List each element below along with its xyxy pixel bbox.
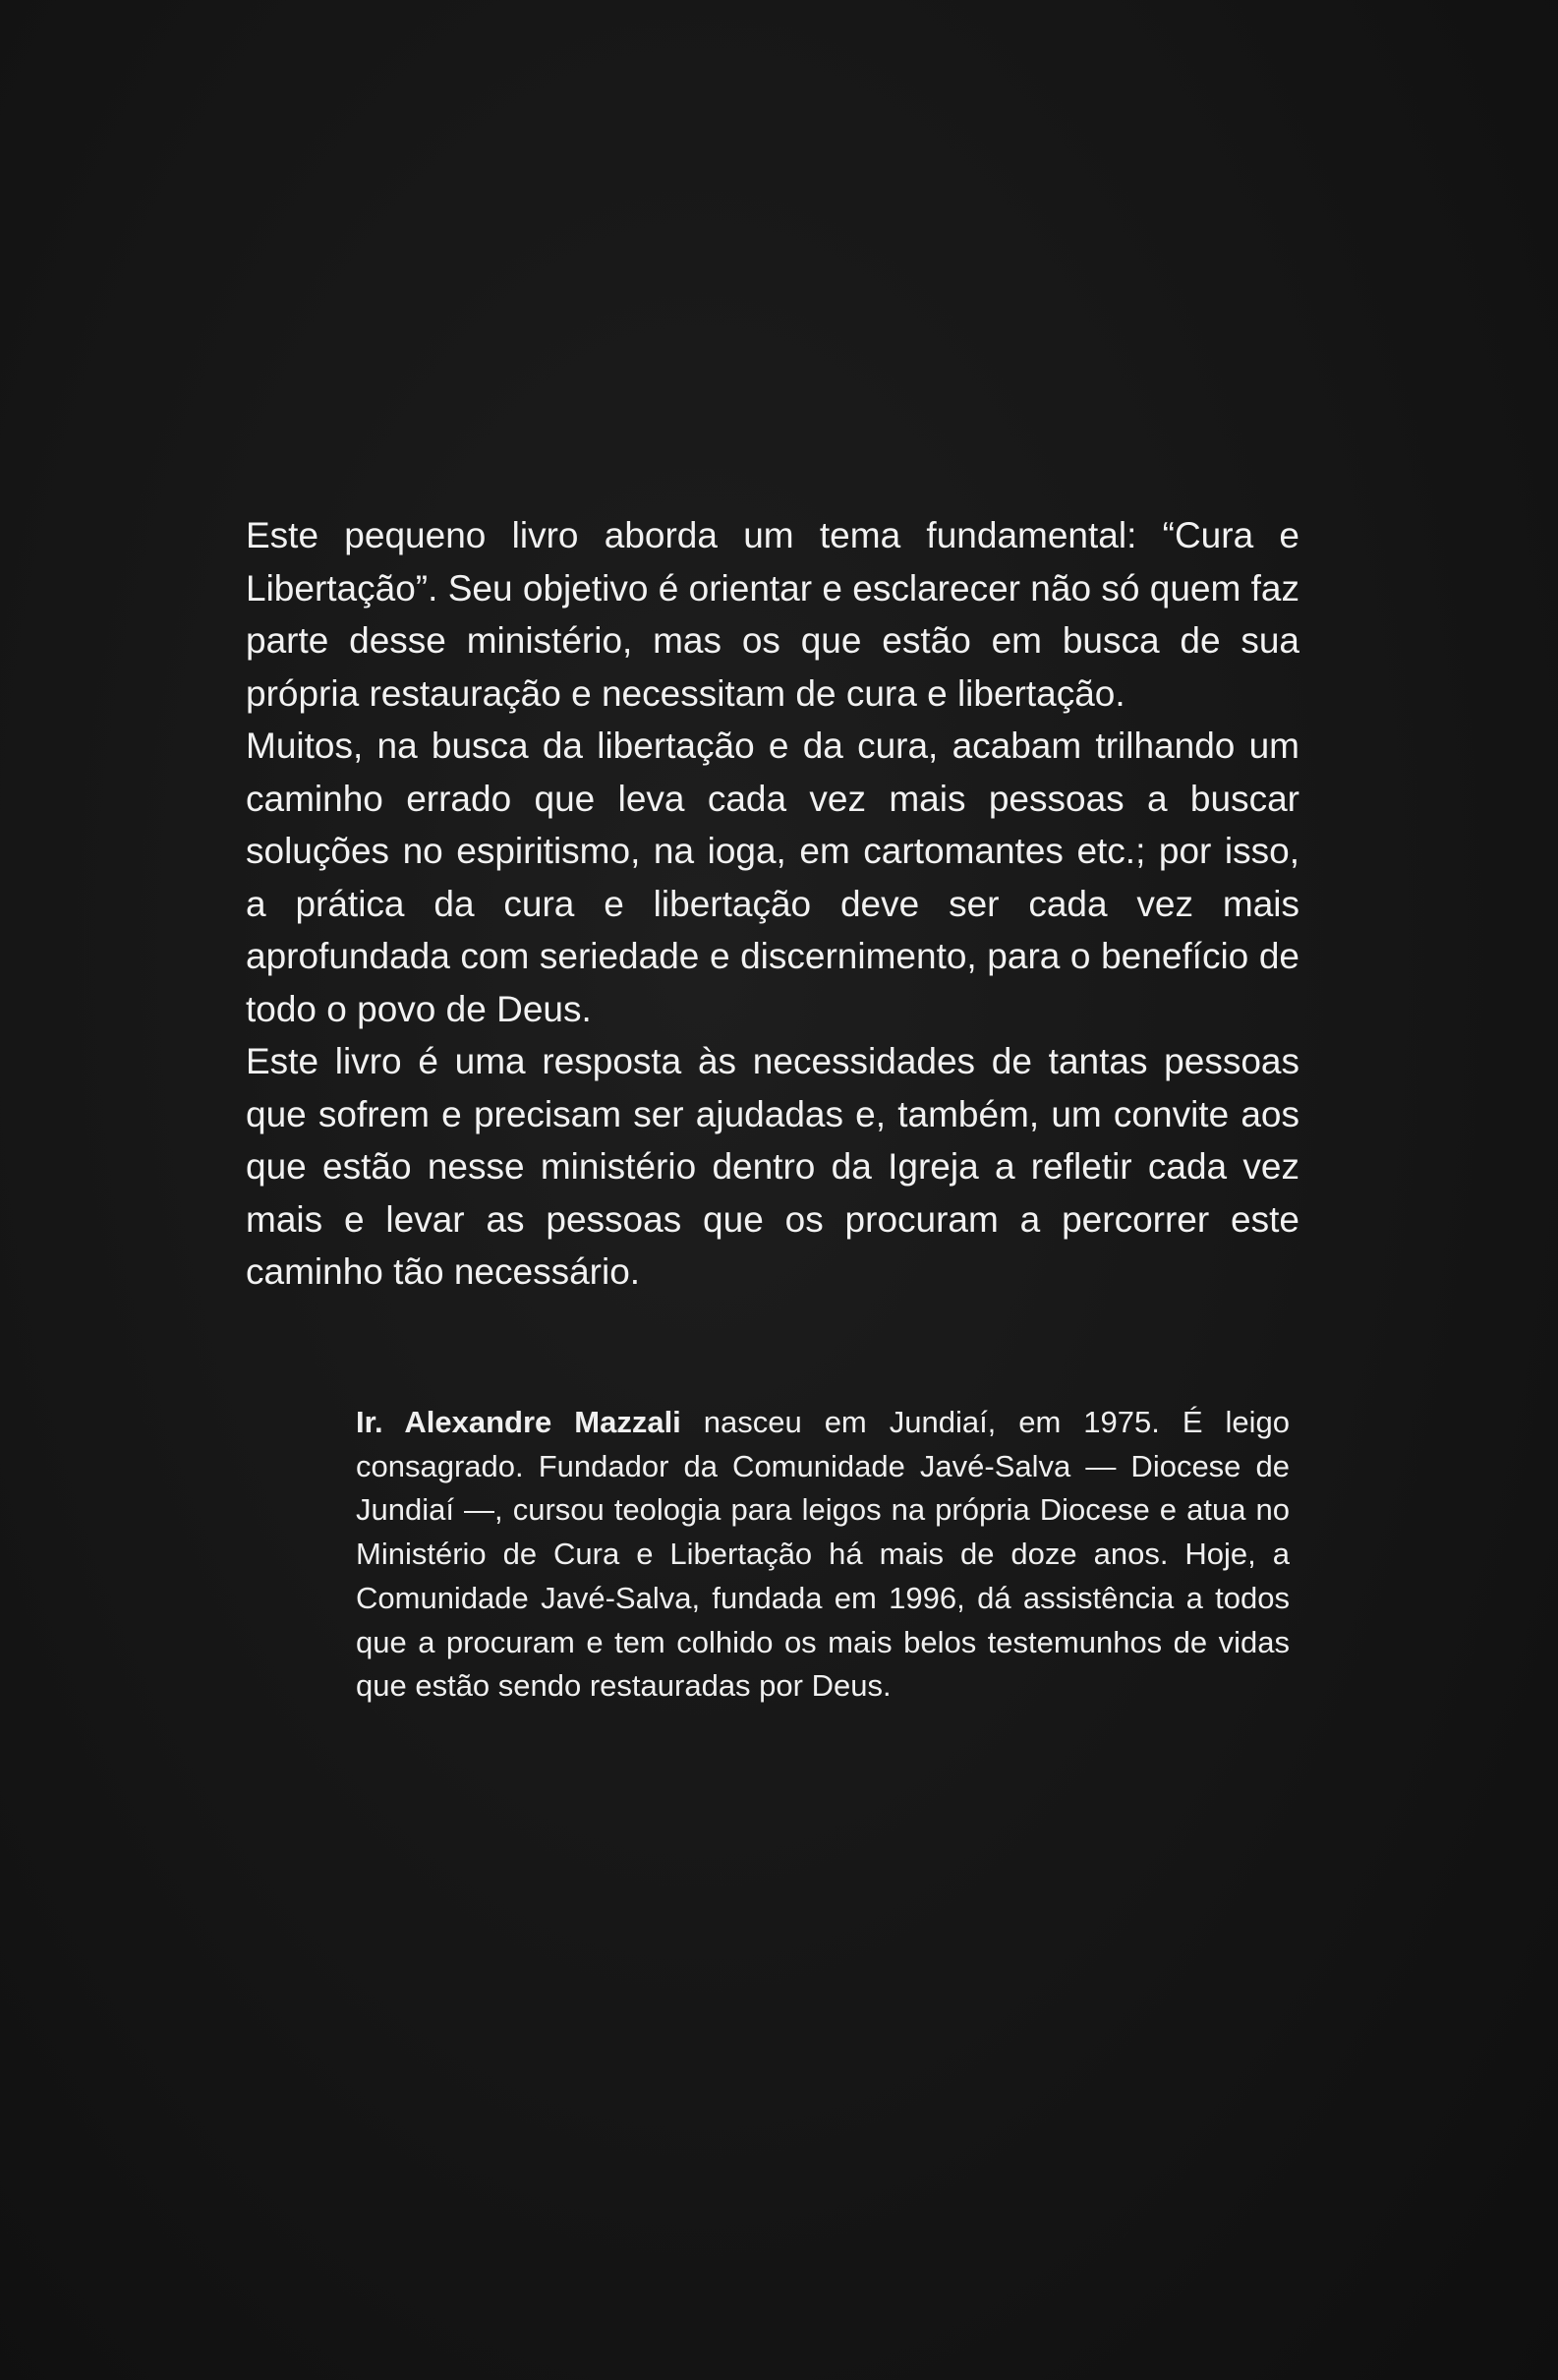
blurb-paragraph-1: Este pequeno livro aborda um tema fundamental: “Cura e Libertação”. Seu objetivo é orientar e esclarecer não só quem faz parte desse ministério, mas os que estão em busca de sua própria restauração e necessitam de cura e libertação. [246, 515, 1299, 714]
author-bio-text: nasceu em Jundiaí, em 1975. É leigo consagrado. Fundador da Comunidade Javé-Salva — Diocese de Jundiaí —, cursou teologia para leigos na própria Diocese e atua no Ministério de Cura e Libertação há mais de doze anos. Hoje, a Comunidade Javé-Salva, fundada em 1996, dá assistência a todos que a procuram e tem colhido os mais belos testemunhos de vidas que estão sendo restauradas por Deus. [356, 1405, 1290, 1704]
blurb-paragraph-3: Este livro é uma resposta às necessidades de tantas pessoas que sofrem e precisam ser ajudadas e, também, um convite aos que estão nesse ministério dentro da Igreja a refletir cada vez mais e levar as pessoas que os procuram a percorrer este caminho tão necessário. [246, 1041, 1299, 1292]
author-bio [356, 1401, 1290, 1709]
author-name: Ir. Alexandre Mazzali [356, 1405, 681, 1439]
book-blurb [246, 509, 1299, 1299]
blurb-paragraph-2: Muitos, na busca da libertação e da cura, acabam trilhando um caminho errado que leva cada vez mais pessoas a buscar soluções no espiritismo, na ioga, em cartomantes etc.; por isso, a prática da cura e libertação deve ser cada vez mais aprofundada com seriedade e discernimento, para o benefício de todo o povo de Deus. [246, 726, 1299, 1029]
